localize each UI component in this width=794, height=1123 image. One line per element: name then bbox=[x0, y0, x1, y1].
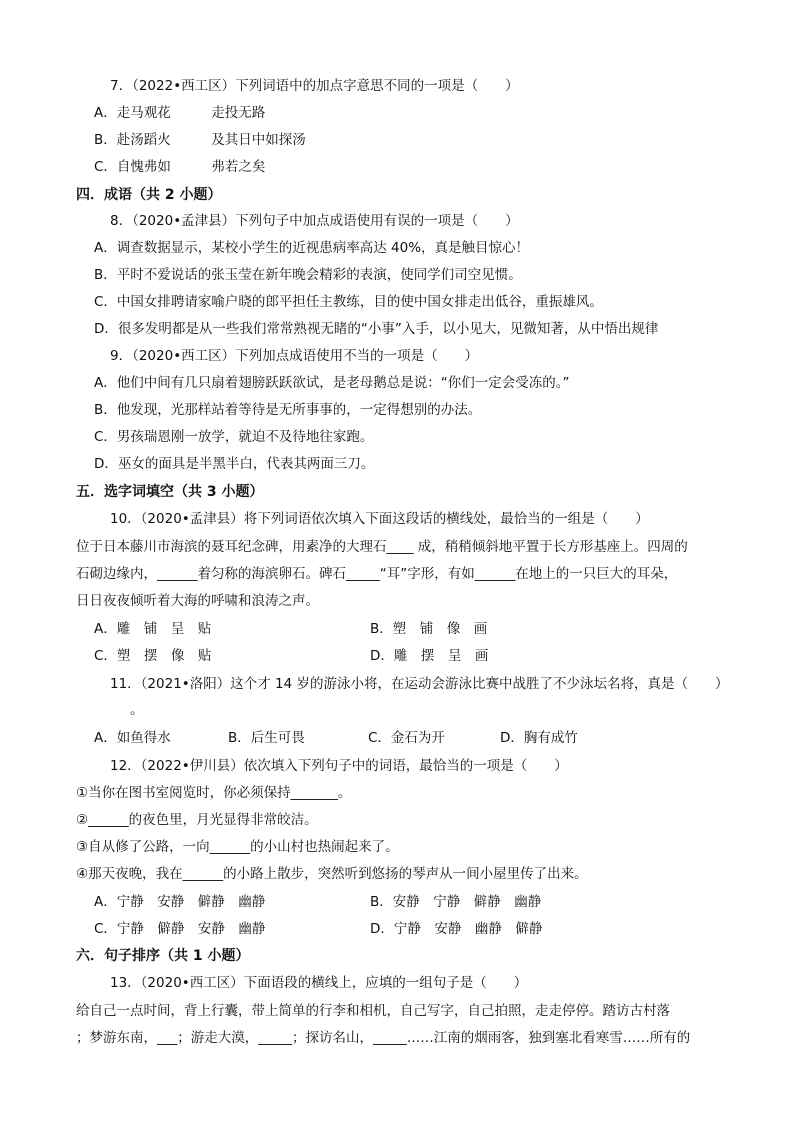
option-b: B．塑 铺 像 画 bbox=[370, 621, 488, 637]
option-c: C．男孩瑞恩刚一放学，就迫不及待地往家跑。 bbox=[94, 429, 374, 445]
sentence-1: ①当你在图书室阅览时，你必须保持_______。 bbox=[76, 785, 352, 801]
option-a: A．宁静 安静 僻静 幽静 bbox=[94, 894, 266, 910]
passage-line: 位于日本藤川市海滨的聂耳纪念碑，用素净的大理石____ 成，稍稍倾斜地平置于长方形基座上。四周的 bbox=[76, 539, 688, 555]
passage-line: ；梦游东南，___；游走大漠，_____；探访名山，_____……江南的烟雨客，独到塞北看寒雪……所有的 bbox=[76, 1030, 691, 1046]
option-d: D．宁静 安静 幽静 僻静 bbox=[370, 921, 543, 937]
sentence-4: ④那天夜晚，我在______的小路上散步，突然听到悠扬的琴声从一间小屋里传了出来。 bbox=[76, 866, 588, 882]
option-c: C．中国女排聘请家喻户晓的郎平担任主教练，目的使中国女排走出低谷，重振雄风。 bbox=[94, 294, 603, 310]
option-d: D．很多发明都是从一些我们常常熟视无睹的“小事”入手，以小见大，见微知著，从中悟出规律 bbox=[94, 321, 659, 337]
option-d: D．雕 摆 呈 画 bbox=[370, 648, 489, 664]
option-c: C．宁静 僻静 安静 幽静 bbox=[94, 921, 266, 937]
option-b: B．赴汤蹈火 及其日中如探汤 bbox=[94, 132, 306, 148]
sentence-3: ③自从修了公路，一向______的小山村也热闹起来了。 bbox=[76, 839, 399, 855]
question-10: 10．（2020•孟津县）将下列词语依次填入下面这段话的横线处，最恰当的一组是（ ） bbox=[110, 511, 649, 527]
option-c: C．金石为开 bbox=[368, 730, 445, 746]
option-c: C．自愧弗如 弗若之矣 bbox=[94, 159, 266, 175]
option-b: B．他发现，光那样站着等待是无所事事的，一定得想别的办法。 bbox=[94, 402, 482, 418]
option-d: D．巫女的面具是半黑半白，代表其两面三刀。 bbox=[94, 456, 375, 472]
option-b: B．后生可畏 bbox=[228, 730, 305, 746]
section-heading-fill-words: 五．选字词填空（共 3 小题） bbox=[76, 484, 264, 500]
option-a: A．他们中间有几只扇着翅膀跃跃欲试，是老母鹅总是说：“你们一定会受冻的。” bbox=[94, 375, 570, 391]
section-heading-idioms: 四．成语（共 2 小题） bbox=[76, 187, 222, 203]
option-a: A．走马观花 走投无路 bbox=[94, 105, 266, 121]
passage-line: 日日夜夜倾听着大海的呼啸和浪涛之声。 bbox=[76, 593, 319, 609]
question-13: 13．（2020•西工区）下面语段的横线上，应填的一组句子是（ ） bbox=[110, 975, 528, 991]
question-9: 9．（2020•西工区）下列加点成语使用不当的一项是（ ） bbox=[110, 348, 479, 364]
option-a: A．如鱼得水 bbox=[94, 730, 171, 746]
question-8: 8．（2020•孟津县）下列句子中加点成语使用有误的一项是（ ） bbox=[110, 213, 519, 229]
passage-line: 给自己一点时间，背上行囊，带上简单的行李和相机，自己写字，自己拍照，走走停停。踏访古村落 bbox=[76, 1003, 670, 1019]
question-12: 12．（2022•伊川县）依次填入下列句子中的词语，最恰当的一项是（ ） bbox=[110, 758, 568, 774]
option-b: B．安静 宁静 僻静 幽静 bbox=[370, 894, 542, 910]
question-7: 7．（2022•西工区）下列词语中的加点字意思不同的一项是（ ） bbox=[110, 78, 519, 94]
section-heading-sentence-order: 六．句子排序（共 1 小题） bbox=[76, 948, 250, 964]
option-d: D．胸有成竹 bbox=[500, 730, 578, 746]
option-c: C．塑 摆 像 贴 bbox=[94, 648, 212, 664]
question-11: 11．（2021•洛阳）这个才 14 岁的游泳小将，在运动会游泳比赛中战胜了不少泳坛名将，真是（ ） bbox=[110, 676, 729, 692]
passage-line: 石砌边缘内，______着匀称的海滨卵石。碑石_____“耳”字形，有如______在地上的一只巨大的耳朵， bbox=[76, 566, 678, 582]
question-11-continuation: 。 bbox=[130, 702, 144, 718]
option-b: B．平时不爱说话的张玉莹在新年晚会精彩的表演，使同学们司空见惯。 bbox=[94, 267, 522, 283]
option-a: A．调查数据显示，某校小学生的近视患病率高达 40%，真是触目惊心！ bbox=[94, 240, 530, 256]
sentence-2: ②______的夜色里，月光显得非常皎洁。 bbox=[76, 812, 318, 828]
option-a: A．雕 铺 呈 贴 bbox=[94, 621, 212, 637]
